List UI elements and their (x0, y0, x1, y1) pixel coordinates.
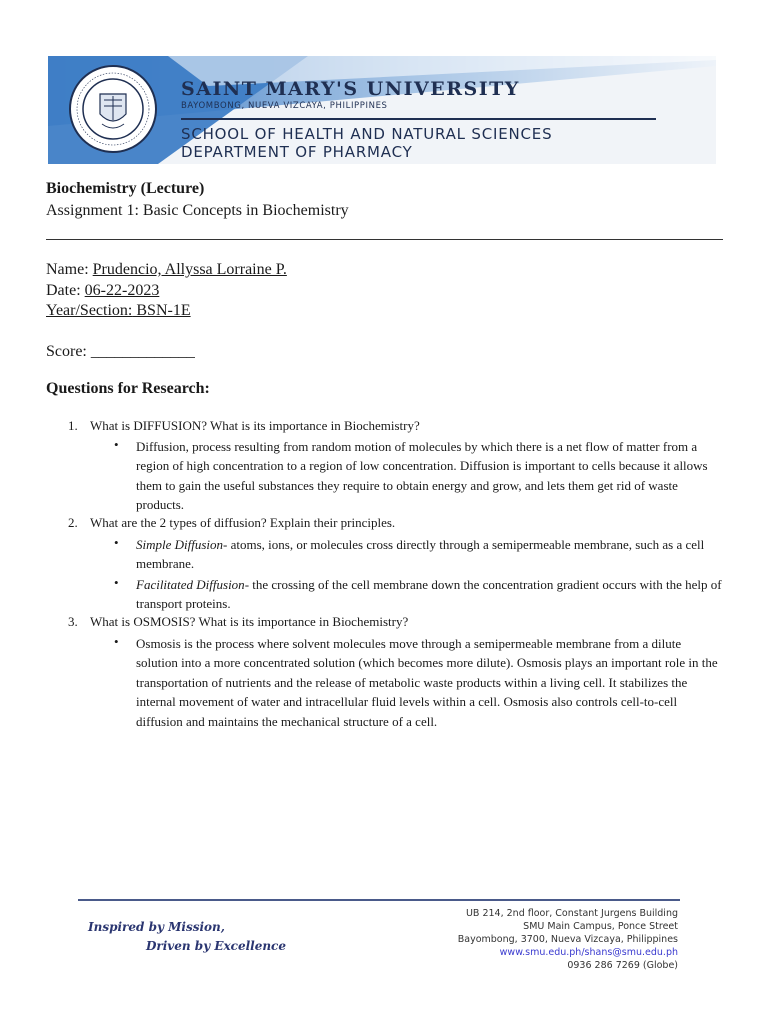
footer-web-link[interactable]: www.smu.edu.ph/shans@smu.edu.ph (499, 947, 678, 958)
answer-body: - the crossing of the cell membrane down the concentration gradient occurs with the help of transport proteins. (136, 577, 722, 612)
answer-text: Osmosis is the process where solvent molecules move through a semipermeable membrane from a dilute solution into a more concentrated solution (which becomes more dilute). Osmosis plays an important role in the transportation of nutrients and the release of metabolic waste products within a living cell. It stabilizes the internal movement of water and intracellular fluid levels within a cell. Osmosis also controls cell-to-cell diffusion and maintains the mechanical structure of a cell. (136, 636, 718, 729)
date-value: 06-22-2023 (84, 282, 160, 299)
department-name: DEPARTMENT OF PHARMACY (181, 143, 413, 161)
date-label: Date: (46, 282, 81, 299)
bullet-icon: • (114, 634, 119, 649)
answer-text (136, 575, 726, 614)
slogan-line-2: Driven by Excellence (146, 939, 286, 953)
university-name: SAINT MARY'S UNIVERSITY (181, 78, 520, 100)
assignment-title: Assignment 1: Basic Concepts in Biochemistry (46, 202, 349, 219)
question-number: 2. (68, 515, 78, 530)
footer-address-2: SMU Main Campus, Ponce Street (523, 921, 678, 932)
university-seal-icon (68, 64, 158, 154)
title-divider (46, 239, 723, 240)
footer-address-1: UB 214, 2nd floor, Constant Jurgens Building (465, 908, 678, 919)
answer-term: Facilitated Diffusion (136, 577, 245, 592)
score-label: Score: (46, 343, 87, 360)
header-divider (181, 118, 656, 120)
date-line (46, 282, 159, 300)
section-line (46, 302, 191, 320)
question-1 (68, 418, 420, 434)
name-line (46, 261, 287, 279)
answer-text: Diffusion, process resulting from random motion of molecules by which there is a net flow of matter from a region of high concentration to a region of low concentration. Diffusion is important to cells because it allows them to gain the useful substances they require to obtain energy and grow, and lets them get rid of waste products. (136, 439, 708, 513)
question-number: 3. (68, 614, 78, 629)
name-label: Name: (46, 261, 89, 278)
bullet-icon: • (114, 575, 119, 590)
header-banner (48, 56, 716, 164)
footer-divider (78, 899, 680, 901)
score-blank: _____________ (90, 343, 195, 360)
question-number: 1. (68, 418, 78, 433)
bullet-icon: • (114, 535, 119, 550)
footer-address-3: Bayombong, 3700, Nueva Vizcaya, Philippines (457, 934, 678, 945)
bullet-icon: • (114, 437, 119, 452)
footer-phone: 0936 286 7269 (Globe) (567, 960, 678, 971)
answer-body: - atoms, ions, or molecules cross directly through a semipermeable membrane, such as a cell membrane. (136, 537, 705, 572)
slogan-line-1: Inspired by Mission, (88, 920, 225, 934)
university-address: BAYOMBONG, NUEVA VIZCAYA, PHILIPPINES (181, 101, 388, 111)
question-3 (68, 614, 408, 630)
name-value: Prudencio, Allyssa Lorraine P. (92, 261, 287, 278)
course-title: Biochemistry (Lecture) (46, 180, 205, 197)
score-line (46, 343, 195, 361)
section-value: BSN-1E (132, 302, 191, 319)
answer-text (136, 535, 726, 574)
question-text: What is DIFFUSION? What is its importance in Biochemistry? (90, 418, 420, 433)
question-text: What are the 2 types of diffusion? Explain their principles. (90, 515, 396, 530)
section-label: Year/Section: (46, 302, 133, 319)
school-name: SCHOOL OF HEALTH AND NATURAL SCIENCES (181, 125, 553, 143)
question-2 (68, 515, 395, 531)
question-text: What is OSMOSIS? What is its importance in Biochemistry? (90, 614, 409, 629)
answer-term: Simple Diffusion (136, 537, 224, 552)
questions-heading: Questions for Research: (46, 380, 210, 397)
